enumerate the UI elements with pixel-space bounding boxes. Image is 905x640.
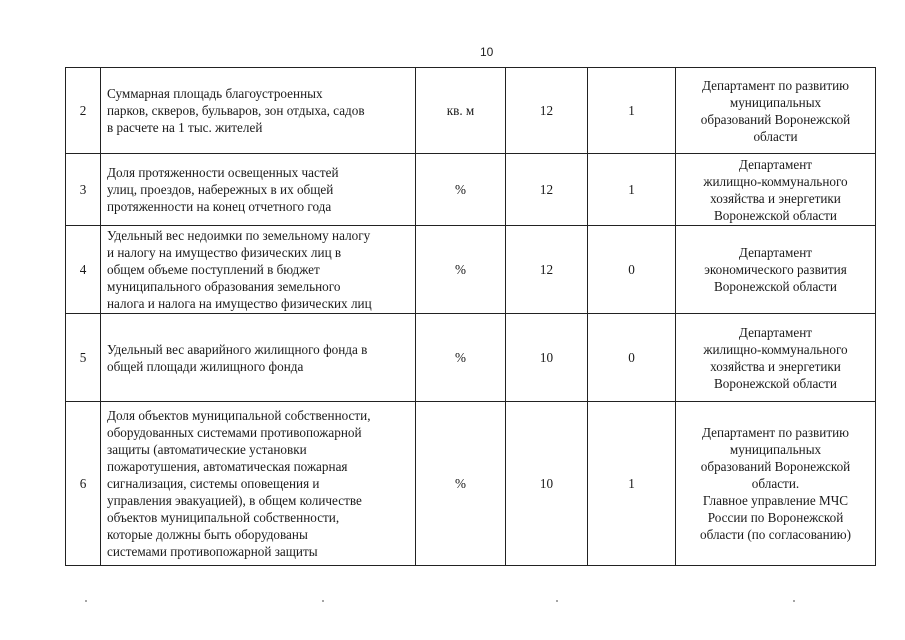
unit-cell: % xyxy=(416,154,506,226)
row-number: 4 xyxy=(66,226,101,314)
responsible-cell: Департамент жилищно-коммунального хозяйства и энергетики Воронежской области xyxy=(676,154,876,226)
scan-dot xyxy=(85,600,87,602)
scan-dot xyxy=(556,600,558,602)
row-number: 3 xyxy=(66,154,101,226)
indicator-name: Удельный вес аварийного жилищного фонда в общей площади жилищного фонда xyxy=(101,314,416,402)
scan-dot xyxy=(322,600,324,602)
coefficient-cell: 1 xyxy=(588,68,676,154)
row-number: 2 xyxy=(66,68,101,154)
page-number: 10 xyxy=(480,45,494,59)
unit-cell: % xyxy=(416,402,506,566)
indicator-name: Доля объектов муниципальной собственности, оборудованных системами противопожарной защиты (автоматические установки пожаротушения, автоматическая пожарная сигнализация, системы оповещения и управления эвакуацией), в общем количестве объектов муниципальной собственности, которые должны быть оборудованы системами противопожарной защиты xyxy=(101,402,416,566)
indicators-table xyxy=(65,67,876,566)
unit-cell: кв. м xyxy=(416,68,506,154)
weight-cell: 12 xyxy=(506,68,588,154)
weight-cell: 12 xyxy=(506,226,588,314)
weight-cell: 10 xyxy=(506,314,588,402)
responsible-cell: Департамент экономического развития Воронежской области xyxy=(676,226,876,314)
coefficient-cell: 1 xyxy=(588,402,676,566)
table-row xyxy=(66,314,876,402)
indicator-name: Суммарная площадь благоустроенных парков, скверов, бульваров, зон отдыха, садов в расчете на 1 тыс. жителей xyxy=(101,68,416,154)
responsible-cell: Департамент по развитию муниципальных образований Воронежской области xyxy=(676,68,876,154)
coefficient-cell: 0 xyxy=(588,314,676,402)
responsible-cell: Департамент жилищно-коммунального хозяйства и энергетики Воронежской области xyxy=(676,314,876,402)
responsible-cell: Департамент по развитию муниципальных образований Воронежской области. Главное управление МЧС России по Воронежской области (по согласованию) xyxy=(676,402,876,566)
indicator-name: Доля протяженности освещенных частей улиц, проездов, набережных в их общей протяженности на конец отчетного года xyxy=(101,154,416,226)
row-number: 6 xyxy=(66,402,101,566)
coefficient-cell: 1 xyxy=(588,154,676,226)
table-row xyxy=(66,68,876,154)
row-number: 5 xyxy=(66,314,101,402)
scan-artifacts xyxy=(0,600,905,610)
coefficient-cell: 0 xyxy=(588,226,676,314)
table-row xyxy=(66,154,876,226)
unit-cell: % xyxy=(416,314,506,402)
table-row xyxy=(66,402,876,566)
indicator-name: Удельный вес недоимки по земельному налогу и налогу на имущество физических лиц в общем объеме поступлений в бюджет муниципального образования земельного налога и налога на имущество физических лиц xyxy=(101,226,416,314)
unit-cell: % xyxy=(416,226,506,314)
table-row xyxy=(66,226,876,314)
weight-cell: 12 xyxy=(506,154,588,226)
weight-cell: 10 xyxy=(506,402,588,566)
scan-dot xyxy=(793,600,795,602)
